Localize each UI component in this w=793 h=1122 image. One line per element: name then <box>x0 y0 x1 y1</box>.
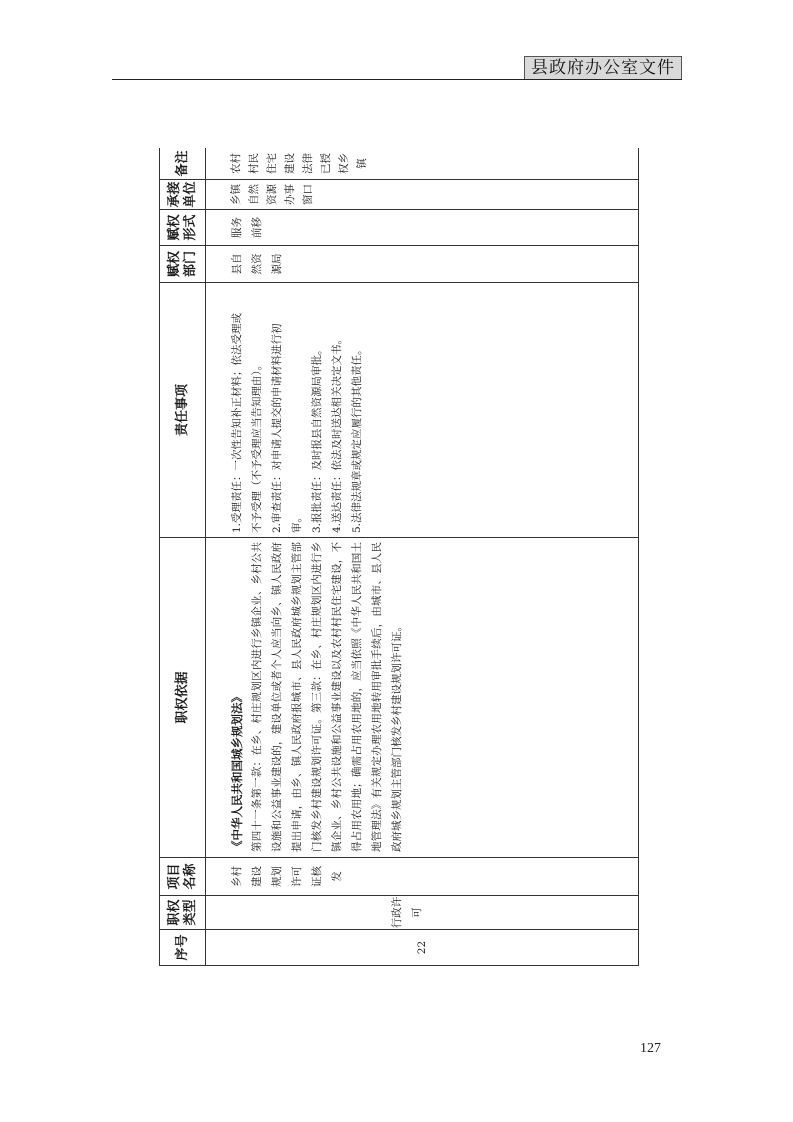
table-frame <box>159 148 639 966</box>
header-responsibility: 责任事项 <box>160 283 206 538</box>
resp-line-1: 1.受理责任：一次性告知补正材料；依法受理或 <box>231 312 243 533</box>
type-value: 行政许可 <box>391 896 423 929</box>
resp-line-2: 2.审查责任：对申请人提交的申请材料进行初 <box>271 323 283 533</box>
resp-line-2b: 审。 <box>291 512 303 533</box>
responsibility-block <box>227 283 367 537</box>
basis-body: 第四十一条第一款：在乡、村庄规划区内进行乡镇企业、乡村公共设施和公益事业建设的，建设单位或者个人应当向乡、镇人民政府提出申请，由乡、镇人民政府报城市、县人民政府城乡规划主管部门核发乡村建设规划许可证。第三款：在乡、村庄规划区内进行乡镇企业、乡村公共设施和公益事业建设以及农村村民住宅建设，不得占用农用地；确需占用农用地的，应当依照《中华人民共和国土地管理法》有关规定办理农用地转用审批手续后，由城市、县人民政府城乡规划主管部门核发乡村建设规划许可证。 <box>251 542 403 852</box>
authority-table <box>159 148 639 966</box>
cell-dept <box>206 246 639 283</box>
resp-line-4: 4.送达责任：依法及时送达相关决定文书。 <box>331 333 343 533</box>
cell-unit <box>206 180 639 210</box>
cell-name <box>206 858 639 896</box>
note-value: 农村村民住宅建设法律已授权乡镇 <box>230 153 368 174</box>
page-number: 127 <box>640 1041 661 1056</box>
document-header-title: 县政府办公室文件 <box>524 56 682 79</box>
cell-responsibility <box>206 283 639 538</box>
cell-seq <box>206 930 639 966</box>
resp-line-5: 5.法律法规章或规定应履行的其他责任。 <box>351 344 363 533</box>
header-basis: 职权依据 <box>160 538 206 858</box>
resp-line-1b: 不予受理（不予受理应当告知理由）。 <box>251 359 263 533</box>
table-row <box>206 148 639 966</box>
header-rule <box>112 79 682 80</box>
header-note: 备注 <box>160 148 206 180</box>
cell-basis <box>206 538 639 858</box>
name-value: 乡村建设规划许可证核发 <box>231 866 343 887</box>
seq-value: 22 <box>416 940 428 955</box>
resp-line-3: 3.报批责任：及时报县自然资源局审批。 <box>311 344 323 533</box>
header-name: 项目名称 <box>160 858 206 896</box>
cell-type <box>206 896 639 930</box>
dept-value: 县自然资源局 <box>231 253 283 275</box>
basis-block <box>227 538 407 857</box>
header-seq: 序号 <box>160 930 206 966</box>
cell-form <box>206 210 639 246</box>
header-type: 职权类型 <box>160 896 206 930</box>
form-value: 服务前移 <box>231 217 263 238</box>
header-form: 赋权形式 <box>160 210 206 246</box>
table-header-row <box>160 148 206 966</box>
rotated-table-container <box>159 148 639 966</box>
header-unit: 承接单位 <box>160 180 206 210</box>
header-dept: 赋权部门 <box>160 246 206 283</box>
basis-law-title: 《中华人民共和国城乡规划法》 <box>230 691 244 852</box>
cell-note <box>206 148 639 180</box>
unit-value: 乡镇自然资源办事窗口 <box>230 184 314 205</box>
